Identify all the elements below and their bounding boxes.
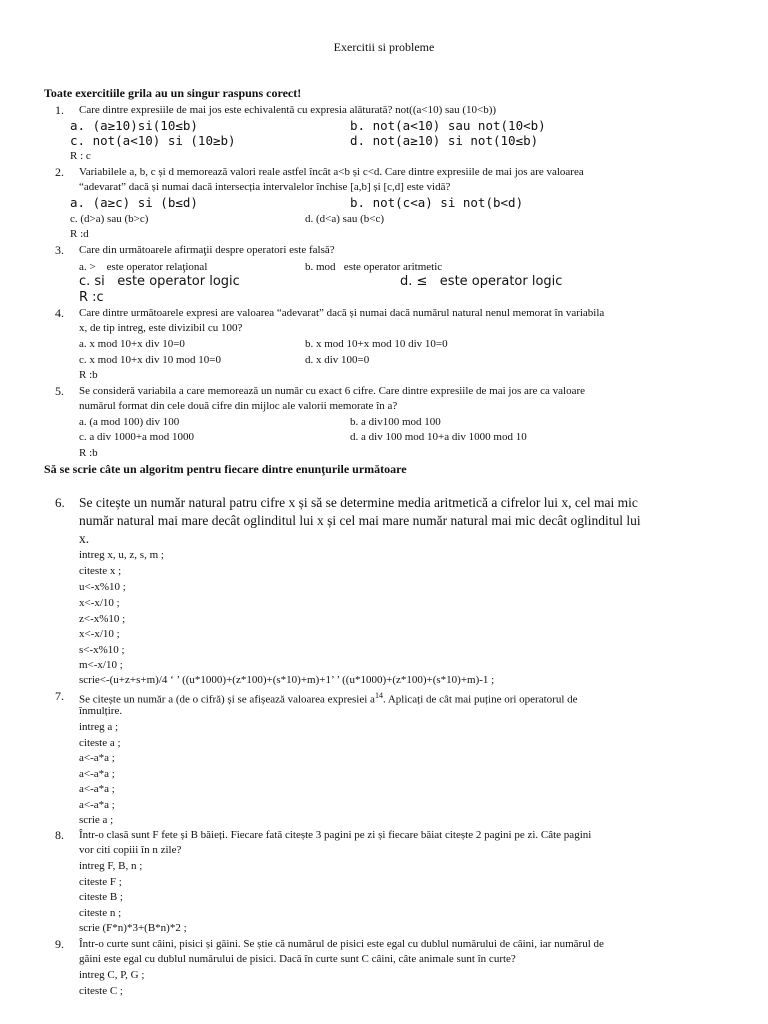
question-number: 4. bbox=[55, 306, 64, 320]
question-text-part: . Aplicați de cât mai puține ori operatorul de bbox=[382, 693, 578, 706]
code-line: citeste x ; bbox=[79, 565, 122, 577]
code-line: a<-a*a ; bbox=[79, 799, 115, 811]
question-number: 5. bbox=[55, 384, 64, 398]
option-c: c. not(a<10) si (10≥b) bbox=[70, 133, 236, 148]
option-a: a. (a≥10)si(10≤b) bbox=[70, 118, 198, 133]
question-text-line-2: găini este egal cu dublul numărului de pisici. Dacă în curte sunt C câini, câte animale sunt în curte? bbox=[79, 953, 516, 965]
question-number: 2. bbox=[55, 165, 64, 179]
code-line: intreg F, B, n ; bbox=[79, 860, 143, 872]
question-text-line-1: Într-o clasă sunt F fete și B băieți. Fiecare fată citește 3 pagini pe zi și fiecare băiat citește 2 pagini pe zi. Câte pagini bbox=[79, 829, 592, 841]
option-c: c. si este operator logic bbox=[79, 274, 240, 289]
code-line: citeste a ; bbox=[79, 737, 121, 749]
option-d: d. a div 100 mod 10+a div 1000 mod 10 bbox=[350, 431, 527, 443]
option-c: c. a div 1000+a mod 1000 bbox=[79, 431, 194, 443]
code-line: scrie (F*n)*3+(B*n)*2 ; bbox=[79, 922, 187, 934]
section-heading-algoritmi: Să se scrie câte un algoritm pentru fiecare dintre enunţurile următoare bbox=[44, 462, 407, 476]
answer: R :b bbox=[79, 369, 98, 381]
option-c: c. x mod 10+x div 10 mod 10=0 bbox=[79, 354, 221, 366]
question-text-part: Se citește un număr a (de o cifră) și se afișează valoarea expresiei a bbox=[79, 693, 375, 706]
option-a: a. (a≥c) si (b≤d) bbox=[70, 195, 198, 210]
code-line: s<-x%10 ; bbox=[79, 644, 125, 656]
page-title: Exercitii si probleme bbox=[333, 40, 435, 54]
code-line: citeste B ; bbox=[79, 891, 123, 903]
exponent: 14 bbox=[374, 691, 383, 700]
question-number: 3. bbox=[55, 243, 64, 257]
option-c: c. (d>a) sau (b>c) bbox=[70, 213, 149, 225]
question-text-line-2: “adevarat” dacă și numai dacă intersecția intervalelor închise [a,b] și [c,d] este vidă? bbox=[79, 181, 451, 193]
code-line: u<-x%10 ; bbox=[79, 581, 126, 593]
question-text-line-1 bbox=[79, 689, 578, 707]
option-a: a. > este operator relaţional bbox=[79, 261, 208, 273]
question-text-line-3: x. bbox=[79, 531, 90, 546]
question-number: 1. bbox=[55, 103, 64, 117]
code-line: citeste n ; bbox=[79, 907, 122, 919]
question-text-line-2: vor citi copiii în n zile? bbox=[79, 844, 182, 856]
question-number: 8. bbox=[55, 828, 64, 842]
code-line: a<-a*a ; bbox=[79, 768, 115, 780]
code-line: intreg x, u, z, s, m ; bbox=[79, 549, 164, 561]
code-line: intreg C, P, G ; bbox=[79, 969, 145, 981]
question-text-line-1: Se citește un număr natural patru cifre x și să se determine media aritmetică a cifrelor lui x, cel mai mic bbox=[79, 495, 638, 510]
option-b: b. not(c<a) si not(b<d) bbox=[350, 195, 524, 210]
option-d: d. x div 100=0 bbox=[305, 354, 370, 366]
code-line: citeste C ; bbox=[79, 985, 123, 997]
question-text: Care dintre expresiile de mai jos este echivalentă cu expresia alăturată? not((a<10) sau (10<b)) bbox=[79, 104, 497, 116]
code-line: citeste F ; bbox=[79, 876, 122, 888]
code-line: a<-a*a ; bbox=[79, 783, 115, 795]
question-text-line-1: Variabilele a, b, c și d memorează valori reale astfel încât a<b și c<d. Care dintre expresiile de mai jos are valoarea bbox=[79, 166, 584, 178]
option-a: a. x mod 10+x div 10=0 bbox=[79, 338, 185, 350]
code-line: z<-x%10 ; bbox=[79, 613, 126, 625]
code-line: intreg a ; bbox=[79, 721, 119, 733]
question-text-line-2: înmulțire. bbox=[79, 705, 123, 717]
section-heading-grila: Toate exercitiile grila au un singur raspuns corect! bbox=[44, 86, 302, 100]
question-text-line-1: Care dintre următoarele expresi are valoarea “adevarat” dacă și numai dacă numărul natural nenul memorat în variabila bbox=[79, 307, 605, 319]
answer: R :b bbox=[79, 447, 98, 459]
answer: R :c bbox=[79, 290, 104, 305]
option-a: a. (a mod 100) div 100 bbox=[79, 416, 180, 428]
option-d: d. not(a≥10) si not(10≤b) bbox=[350, 133, 539, 148]
answer: R : c bbox=[70, 150, 91, 162]
question-text-line-1: Într-o curte sunt câini, pisici și găini. Se știe că numărul de pisici este egal cu dublul numărului de câini, iar numărul de bbox=[79, 938, 604, 950]
option-b: b. a div100 mod 100 bbox=[350, 416, 441, 428]
option-b: b. x mod 10+x mod 10 div 10=0 bbox=[305, 338, 448, 350]
question-text-line-1: Se consideră variabila a care memorează un număr cu exact 6 cifre. Care dintre expresiile de mai jos are ca valoare bbox=[79, 385, 586, 397]
option-b: b. not(a<10) sau not(10<b) bbox=[350, 118, 546, 133]
code-line: m<-x/10 ; bbox=[79, 659, 123, 671]
question-number: 6. bbox=[55, 495, 65, 510]
question-text-line-2: număr natural mai mare decât oglinditul lui x și cel mai mare număr natural mai mic decât oglinditul lui bbox=[79, 513, 641, 528]
question-text-line-2: numărul format din cele două cifre din mijloc ale valorii memorate în a? bbox=[79, 400, 398, 412]
option-b: b. mod este operator aritmetic bbox=[305, 261, 443, 273]
code-line: a<-a*a ; bbox=[79, 752, 115, 764]
code-line: scrie<-(u+z+s+m)/4 ‘ ’ ((u*1000)+(z*100)+(s*10)+m)+1’ ’ ((u*1000)+(z*100)+(s*10)+m)-1 ; bbox=[79, 674, 495, 686]
code-line: x<-x/10 ; bbox=[79, 597, 120, 609]
code-line: x<-x/10 ; bbox=[79, 628, 120, 640]
question-text: Care din următoarele afirmaţii despre operatori este falsă? bbox=[79, 244, 335, 256]
question-number: 7. bbox=[55, 689, 64, 703]
answer: R :d bbox=[70, 228, 89, 240]
option-d: d. ≤ este operator logic bbox=[400, 274, 563, 289]
question-text-line-2: x, de tip intreg, este divizibil cu 100? bbox=[79, 322, 243, 334]
question-number: 9. bbox=[55, 937, 64, 951]
code-line: scrie a ; bbox=[79, 814, 114, 826]
option-d: d. (d<a) sau (b<c) bbox=[305, 213, 384, 225]
